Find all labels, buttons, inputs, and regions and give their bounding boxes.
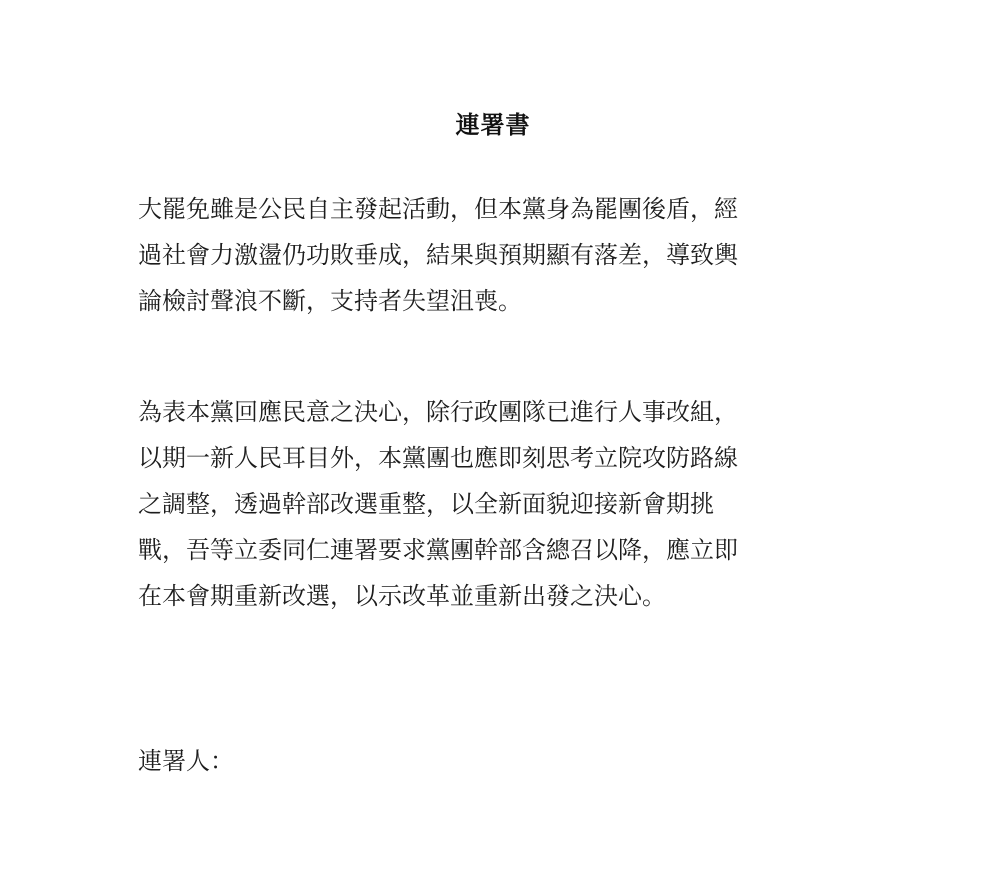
paragraph-line: 以期一新人民耳目外，本黨團也應即刻思考立院攻防路線	[138, 444, 738, 472]
paragraph-2	[138, 389, 738, 619]
paragraph-line: 為表本黨回應民意之決心，除行政團隊已進行人事改組，	[138, 398, 738, 426]
paragraph-1	[138, 186, 738, 324]
paragraph-line: 戰，吾等立委同仁連署要求黨團幹部含總召以降，應立即	[138, 536, 738, 564]
paragraph-line: 在本會期重新改選，以示改革並重新出發之決心。	[138, 582, 666, 610]
signers-label: 連署人：	[138, 747, 234, 775]
document-title: 連署書	[455, 111, 531, 139]
paragraph-line: 過社會力激盪仍功敗垂成，結果與預期顯有落差，導致輿	[138, 241, 738, 269]
paragraph-line: 論檢討聲浪不斷，支持者失望沮喪。	[138, 287, 522, 315]
paragraph-line: 之調整，透過幹部改選重整，以全新面貌迎接新會期挑	[138, 490, 714, 518]
paragraph-line: 大罷免雖是公民自主發起活動，但本黨身為罷團後盾，經	[138, 195, 738, 223]
